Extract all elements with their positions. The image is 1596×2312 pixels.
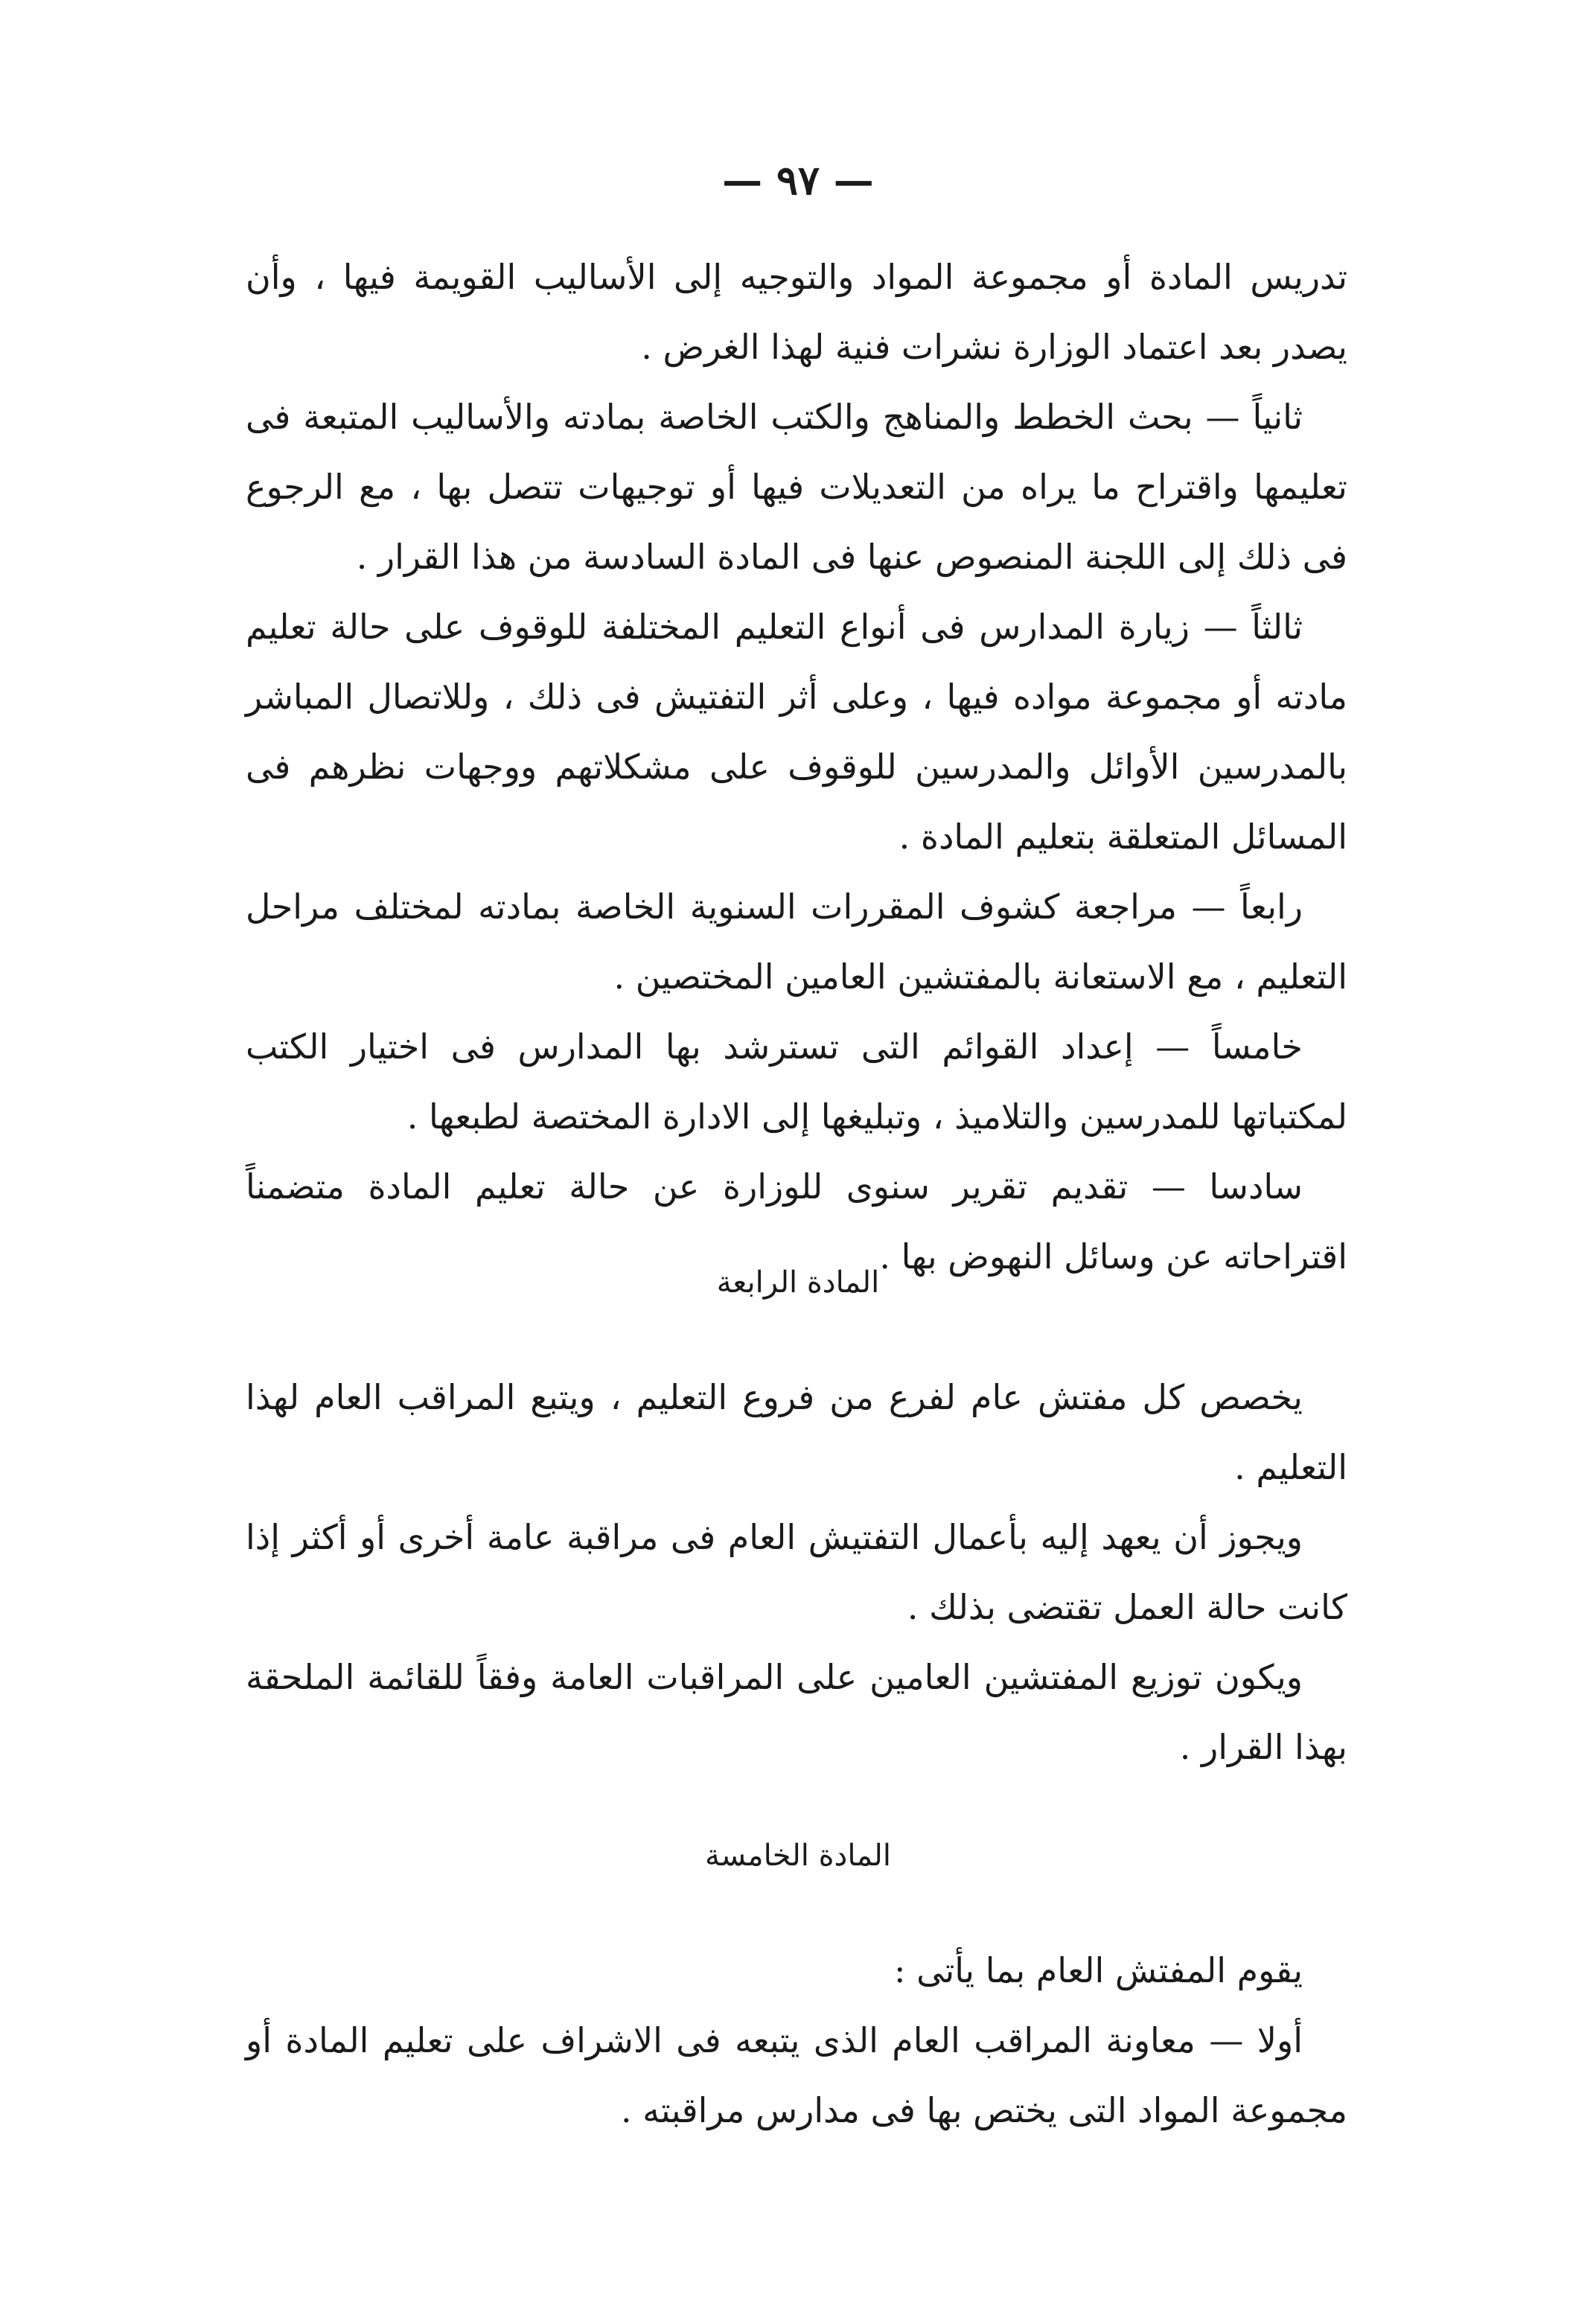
article-4-paragraph-3: ويكون توزيع المفتشين العامين على المراقبات العامة وفقاً للقائمة الملحقة بهذا القرار .	[246, 1657, 1347, 1767]
article-5-paragraph-1: يقوم المفتش العام بما يأتى :	[894, 1950, 1303, 1990]
page-number: — ٩٧ —	[722, 156, 874, 204]
paragraph-item-5: خامساً — إعداد القوائم التى تسترشد بها المدارس فى اختيار الكتب لمكتباتها للمدرسين والتلاميذ ، وتبليغها إلى الادارة المختصة لطبعها .	[246, 1026, 1347, 1137]
paragraph-item-2: ثانياً — بحث الخطط والمناهج والكتب الخاصة بمادته والأساليب المتبعة فى تعليمها واقتراح ما يراه من التعديلات فيها أو توجيهات تتصل بها ، مع الرجوع فى ذلك إلى اللجنة المنصوص عنها فى المادة السادسة من هذا القرار .	[246, 397, 1347, 577]
article-5-body	[246, 1935, 1347, 2145]
paragraph-item-6: سادسا — تقديم تقرير سنوى للوزارة عن حالة تعليم المادة متضمناً اقتراحاته عن وسائل النهوض بها .	[246, 1166, 1347, 1277]
paragraph-item-3: ثالثاً — زيارة المدارس فى أنواع التعليم المختلفة للوقوف على حالة تعليم مادته أو مجموعة مواده فيها ، وعلى أثر التفتيش فى ذلك ، وللاتصال المباشر بالمدرسين الأوائل والمدرسين للوقوف على مشكلاتهم ووجهات نظرهم فى المسائل المتعلقة بتعليم المادة .	[246, 607, 1347, 857]
article-4-paragraph-2: ويجوز أن يعهد إليه بأعمال التفتيش العام فى مراقبة عامة أخرى أو أكثر إذا كانت حالة العمل تقتضى بذلك .	[246, 1517, 1347, 1627]
article-4-body	[246, 1362, 1347, 1782]
article-5-paragraph-2: أولا — معاونة المراقب العام الذى يتبعه فى الاشراف على تعليم المادة أو مجموعة المواد التى يختص بها فى مدارس مراقبته .	[246, 2020, 1347, 2130]
paragraph-item-4: رابعاً — مراجعة كشوف المقررات السنوية الخاصة بمادته لمختلف مراحل التعليم ، مع الاستعانة بالمفتشين العامين المختصين .	[246, 887, 1347, 997]
article-continuation	[246, 242, 1347, 1291]
article-4-title: المادة الرابعة	[716, 1265, 880, 1300]
paragraph-intro: تدريس المادة أو مجموعة المواد والتوجيه إلى الأساليب القويمة فيها ، وأن يصدر بعد اعتماد الوزارة نشرات فنية لهذا الغرض .	[246, 257, 1347, 367]
article-5-title: المادة الخامسة	[705, 1839, 891, 1873]
article-4-paragraph-1: يخصص كل مفتش عام لفرع من فروع التعليم ، ويتبع المراقب العام لهذا التعليم .	[246, 1377, 1347, 1487]
